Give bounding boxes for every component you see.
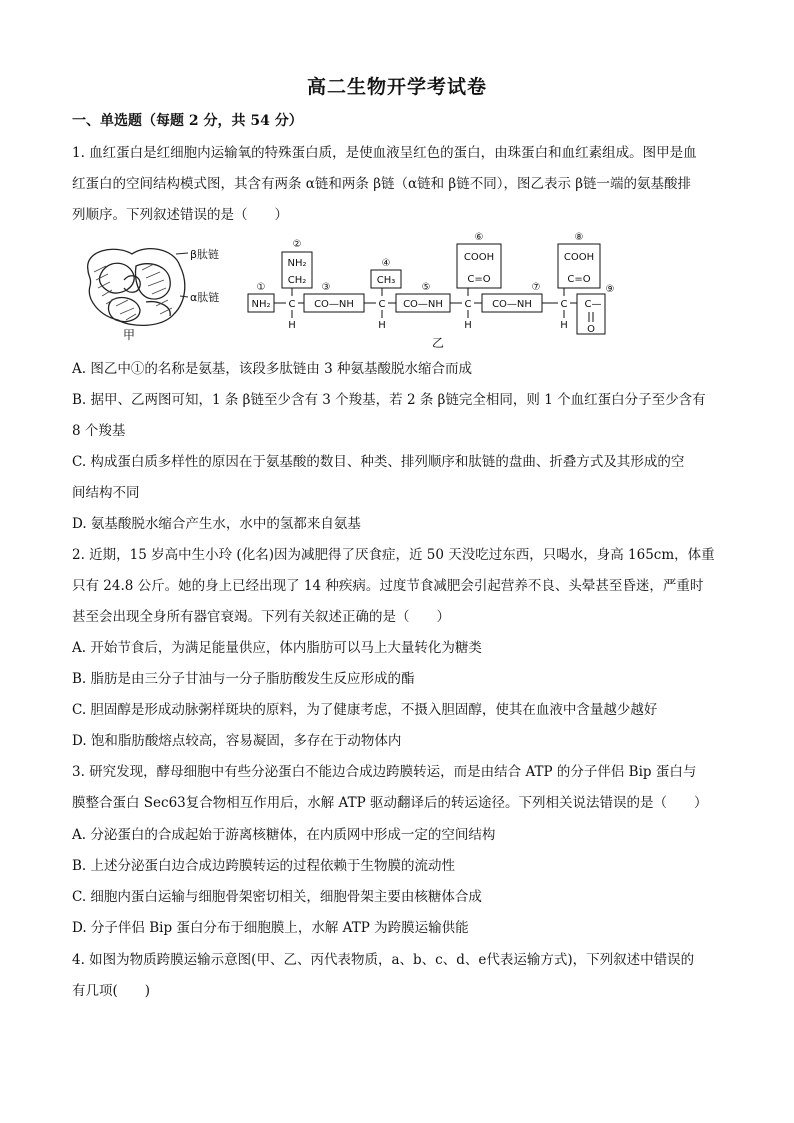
question-1-option-d: D. 氨基酸脱水缩合产生水，水中的氢都来自氨基 [72, 516, 361, 532]
beta-chain-label: β肽链 [190, 248, 220, 261]
section-heading: 一、单选题（每题 2 分，共 54 分） [72, 113, 303, 129]
question-4-stem-line: 有几项( ) [72, 983, 151, 999]
terminal-oxygen: O [587, 324, 595, 335]
carbonyl-8: C=O [567, 274, 591, 285]
hydrogen-2: H [378, 320, 386, 331]
question-2-option-a: A. 开始节食后，为满足能量供应，体内脂肪可以马上大量转化为糖类 [72, 640, 482, 656]
question-1-option-c: C. 构成蛋白质多样性的原因在于氨基酸的数目、种类、排列顺序和肽链的盘曲、折叠方式及其形成的空 [72, 454, 685, 470]
question-3-option-b: B. 上述分泌蛋白边合成边跨膜转运的过程依赖于生物膜的流动性 [72, 858, 456, 874]
peptide-bond-2: CO—NH [403, 299, 443, 310]
question-2-option-c: C. 胆固醇是形成动脉粥样斑块的原料，为了健康考虑，不摄入胆固醇，使其在血液中含量越少越好 [72, 702, 658, 718]
carbon-2: C [378, 299, 386, 310]
terminal-carbon: C— [584, 299, 602, 310]
side-chain-ch2: CH₂ [287, 275, 307, 286]
side-chain-nh2: NH₂ [287, 258, 307, 269]
ch3-group: CH₃ [376, 275, 396, 286]
question-1-stem-line: 列顺序。下列叙述错误的是（ ） [72, 207, 288, 223]
marker-7: ⑦ [531, 282, 541, 293]
carbonyl-6: C=O [467, 274, 491, 285]
marker-3: ③ [321, 282, 331, 293]
question-1-option-a: A. 图乙中①的名称是氨基，该段多肽链由 3 种氨基酸脱水缩合而成 [72, 361, 473, 377]
marker-5: ⑤ [421, 282, 431, 293]
question-1-stem-line: 1. 血红蛋白是红细胞内运输氧的特殊蛋白质，是使血液呈红色的蛋白，由珠蛋白和血红素组成。图甲是血 [72, 145, 697, 161]
question-1-option-b-cont: 8 个羧基 [72, 423, 126, 439]
question-2-stem-line: 甚至会出现全身所有器官衰竭。下列有关叙述正确的是（ ） [72, 609, 450, 625]
question-1-stem-line: 红蛋白的空间结构模式图，其含有两条 α链和两条 β链（α链和 β链不同），图乙表示 β链一端的氨基酸排 [72, 176, 692, 192]
marker-4: ④ [381, 258, 391, 269]
peptide-bond-1: CO—NH [314, 299, 354, 310]
question-2-option-b: B. 脂肪是由三分子甘油与一分子脂肪酸发生反应形成的酯 [72, 671, 415, 687]
alpha-chain-label: α肽链 [190, 291, 220, 304]
question-1-option-b: B. 据甲、乙两图可知，1 条 β链至少含有 3 个羧基，若 2 条 β链完全相同，则 1 个血红蛋白分子至少含有 [72, 392, 706, 408]
carbon-1: C [288, 299, 296, 310]
figure-jia-caption: 甲 [123, 328, 136, 342]
cooh-group-6: COOH [463, 252, 495, 263]
marker-6: ⑥ [474, 232, 484, 243]
question-3-stem-line: 3. 研究发现，酵母细胞中有些分泌蛋白不能边合成边跨膜转运，而是由结合 ATP 的分子伴侣 Bip 蛋白与 [72, 764, 697, 780]
hydrogen-1: H [288, 320, 296, 331]
question-3-stem-line: 膜整合蛋白 Sec63复合物相互作用后，水解 ATP 驱动翻译后的转运途径。下列相关说法错误的是（ ） [72, 795, 708, 811]
carbon-3: C [464, 299, 472, 310]
question-3-option-d: D. 分子伴侣 Bip 蛋白分布于细胞膜上，水解 ATP 为跨膜运输供能 [72, 920, 469, 936]
marker-2: ② [292, 239, 302, 250]
question-2-stem-line: 2. 近期，15 岁高中生小玲 (化名)因为减肥得了厌食症，近 50 天没吃过东西，只喝水，身高 165cm，体重 [72, 547, 715, 563]
hydrogen-3: H [464, 320, 472, 331]
marker-9: ⑨ [605, 284, 615, 295]
question-2-option-d: D. 饱和脂肪酸熔点较高，容易凝固，多存在于动物体内 [72, 733, 402, 749]
question-1-option-c-cont: 间结构不同 [72, 485, 140, 501]
question-3-option-c: C. 细胞内蛋白运输与细胞骨架密切相关，细胞骨架主要由核糖体合成 [72, 889, 482, 905]
peptide-bond-3: CO—NH [492, 299, 532, 310]
hydrogen-4: H [560, 320, 568, 331]
carbon-4: C [560, 299, 568, 310]
marker-1: ① [256, 282, 266, 293]
question-2-stem-line: 只有 24.8 公斤。她的身上已经出现了 14 种疾病。过度节食减肥会引起营养不良、头晕甚至昏迷，严重时 [72, 578, 704, 594]
nh2-group: NH₂ [251, 299, 271, 310]
page-title: 高二生物开学考试卷 [306, 76, 487, 98]
question-4-stem-line: 4. 如图为物质跨膜运输示意图(甲、乙、丙代表物质，a、b、c、d、e代表运输方式)，下列叙述中错误的 [72, 952, 695, 968]
figure-yi-peptide-chain [240, 230, 630, 345]
figure-yi-caption: 乙 [432, 336, 445, 350]
marker-8: ⑧ [574, 232, 584, 243]
question-3-option-a: A. 分泌蛋白的合成起始于游离核糖体，在内质网中形成一定的空间结构 [72, 827, 496, 843]
cooh-group-8: COOH [563, 252, 595, 263]
